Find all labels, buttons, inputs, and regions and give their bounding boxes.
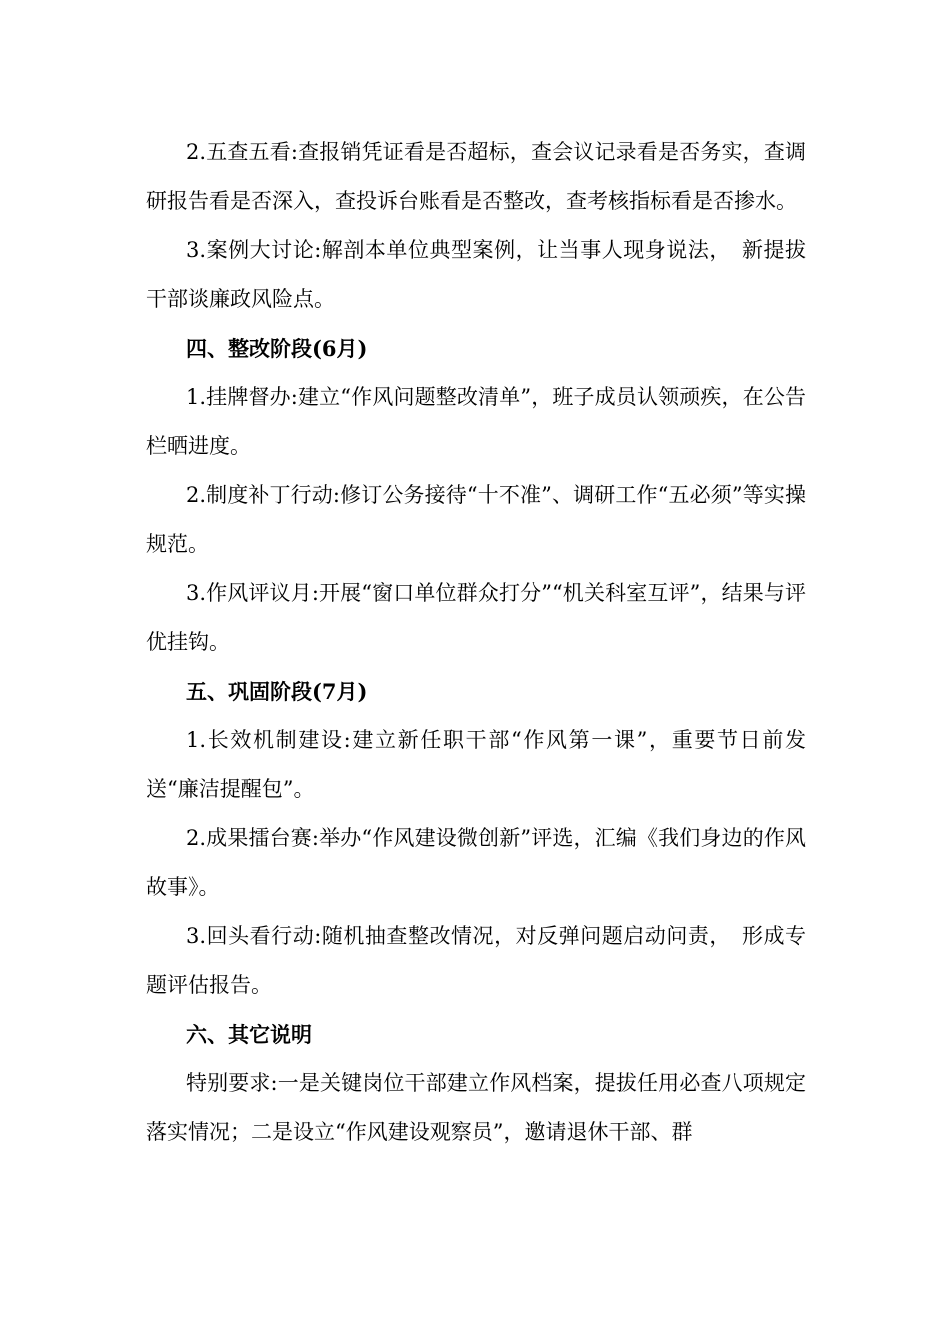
heading-rectification-stage: 四、整改阶段(6月) — [186, 336, 368, 361]
paragraph-long-term-mechanism: 1.长效机制建设:建立新任职干部“作风第一课”，重要节日前发送“廉洁提醒包”。 — [146, 728, 806, 801]
paragraph-results-contest: 2.成果擂台赛:举办“作风建设微创新”评选，汇编《我们身边的作风故事》。 — [146, 826, 806, 899]
paragraph-case-discussion: 3.案例大讨论:解剖本单位典型案例，让当事人现身说法， 新提拔干部谈廉政风险点。 — [146, 238, 806, 311]
paragraph-five-checks: 2.五查五看:查报销凭证看是否超标，查会议记录看是否务实，查调研报告看是否深入，查投诉台账看是否整改，查考核指标看是否掺水。 — [146, 140, 806, 213]
paragraph-system-patch: 2.制度补丁行动:修订公务接待“十不准”、调研工作“五必须”等实操规范。 — [146, 483, 806, 556]
paragraph-special-requirements: 特别要求:一是关键岗位干部建立作风档案，提拔任用必查八项规定落实情况；二是设立“作风建设观察员”，邀请退休干部、群 — [146, 1071, 806, 1144]
document-body — [146, 128, 806, 1157]
paragraph-review-action: 3.回头看行动:随机抽查整改情况，对反弹问题启动问责， 形成专题评估报告。 — [146, 924, 806, 997]
paragraph-evaluation-month: 3.作风评议月:开展“窗口单位群众打分”“机关科室互评”，结果与评优挂钩。 — [146, 581, 806, 654]
paragraph-supervision: 1.挂牌督办:建立“作风问题整改清单”，班子成员认领顽疾，在公告栏晒进度。 — [146, 385, 806, 458]
heading-other-notes: 六、其它说明 — [186, 1022, 312, 1047]
heading-consolidation-stage: 五、巩固阶段(7月) — [186, 679, 368, 704]
